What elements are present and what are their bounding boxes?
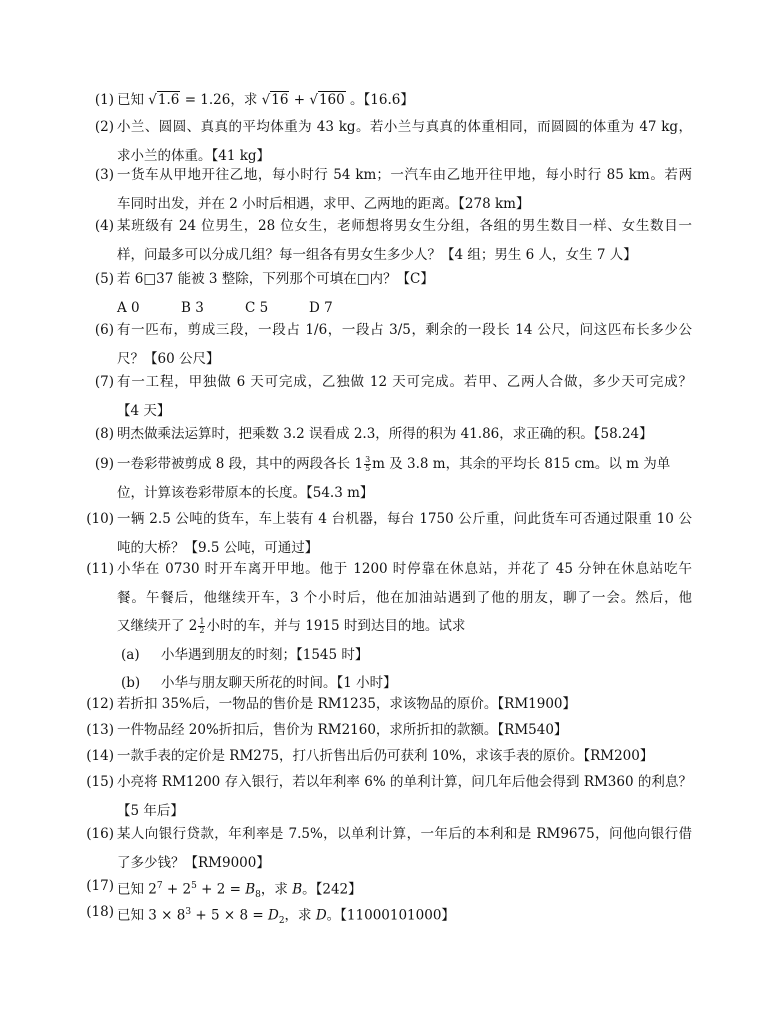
plus-sign: + [293,92,306,108]
answer: 。【16.6】 [350,92,414,108]
question-text: = 1.26，求 [184,92,258,108]
question-line: 已知 $2^7 + 2^5 + 2 = B_8$，求 B。【242】 [117,881,362,901]
question-number: (17) [86,878,114,894]
question-line: 【5 年后】 [117,802,184,819]
radicand: 160 [318,92,345,108]
question-line: 求小兰的体重。【41 kg】 [117,147,271,164]
question-line: 【4 天】 [117,402,171,419]
question-line: 一卷彩带被剪成 8 段，其中的两段各长 1 $\frac{3}{5}$ m 及 3.8 m，其余的平均长 815 cm。以 m 为单 [117,455,671,473]
question-line: 明杰做乘法运算时，把乘数 3.2 误看成 2.3，所得的积为 41.86，求正确的积。【58.24】 [117,426,653,442]
question-number: (16) [86,826,114,842]
fraction: $\frac{1}{2}$ [199,617,205,635]
question-line: 又继续开了 2 $\frac{1}{2}$ 小时的车，并与 1915 时到达目的地。试求 [117,617,466,635]
answer: 。【242】 [302,881,362,898]
question-number: (18) [86,904,114,920]
question-line: 有一匹布，剪成三段，一段占 1/6，一段占 3/5，剩余的一段长 14 公尺，问这匹布长多少公 [117,322,692,338]
question-line: 有一工程，甲独做 6 天可完成，乙独做 12 天可完成。若甲、乙两人合做，多少天可完成？ [117,374,692,390]
question-line: 一款手表的定价是 RM275，打八折售出后仍可获利 10%，求该手表的原价。【RM200】 [117,748,654,764]
option-d: D 7 [309,299,333,316]
question-line: 某班级有 24 位男生，28 位女生，老师想将男女生分组，各组的男生数目一样、女生数目一 [117,218,692,234]
question-line: 小兰、圆圆、真真的平均体重为 43 kg。若小兰与真真的体重相同，而圆圆的体重为 47 kg， [117,119,692,135]
question-number: (1) [94,92,114,108]
question-line: 吨的大桥？【9.5 公吨，可通过】 [117,539,319,556]
answer: 。【11000101000】 [326,907,455,924]
option-b: B 3 [181,299,204,316]
question-line: 车同时出发，并在 2 小时后相遇，求甲、乙两地的距离。【278 km】 [117,195,530,212]
question-text: 已知 [117,92,144,108]
question-number: (11) [86,561,114,577]
question-line: 一辆 2.5 公吨的货车，车上装有 4 台机器，每台 1750 公斤重，问此货车可否通过限重 10 公 [117,511,692,527]
sub-question-b: (b) 小华与朋友聊天所花的时间。【1 小时】 [121,675,397,691]
question-line: 了多少钱？【RM9000】 [117,854,270,871]
question-line: 若折扣 35%后，一物品的售价是 RM1235，求该物品的原价。【RM1900】 [117,696,577,712]
question-number: (14) [86,748,114,764]
question-line: 位，计算该卷彩带原本的长度。【54.3 m】 [117,484,374,501]
question-number: (3) [94,167,114,183]
radicand: 16 [271,92,289,108]
question-number: (8) [94,426,114,442]
option-c: C 5 [245,299,269,316]
question-number: (15) [86,774,114,790]
option-a: A 0 [117,299,140,316]
question-number: (9) [94,456,114,472]
question-number: (6) [94,322,114,338]
question-number: (12) [86,696,114,712]
question-line: 若 6□37 能被 3 整除，下列那个可填在□内？【C】 [117,271,434,287]
question-line: 样，问最多可以分成几组？每一组各有男女生多少人？【4 组；男生 6 人，女生 7 人】 [117,246,637,263]
question-number: (13) [86,722,114,738]
question-line: 一件物品经 20%折扣后，售价为 RM2160，求所折扣的款额。【RM540】 [117,722,568,738]
radicand: 1.6 [157,92,180,108]
question-line: 小华在 0730 时开车离开甲地。他于 1200 时停靠在休息站，并花了 45 分钟在休息站吃午 [117,561,692,577]
fraction: $\frac{3}{5}$ [365,455,371,473]
sub-question-a: (a) 小华遇到朋友的时刻；【1545 时】 [121,646,369,663]
question-line: 某人向银行贷款，年利率是 7.5%，以单利计算，一年后的本利和是 RM9675，问他向银行借 [117,826,692,842]
question-line: 小亮将 RM1200 存入银行，若以年利率 6% 的单利计算，问几年后他会得到 RM360 的利息？ [117,774,692,790]
question-number: (5) [94,271,114,287]
question-line: 已知 $3 \times 8^3 + 5 \times 8 = D_2$，求 D。【11000101000】 [117,907,455,927]
worksheet-page: (1) 已知 √1.6 = 1.26，求 √16 + √160 。【16.6】 (2) 小兰、圆圆、真真的平均体重为 43 kg。若小兰与真真的体重相同，而圆圆的体重为 47 kg， 求小兰的体重。【41 kg】 (3) 一货车从甲地开往乙地，每小时行 54 km；一汽车由乙地开往甲地，每小时行 85 km。若两 车同时出发，并在 2 小时后相遇，求甲、乙两地的距离。【278 km】 (4) 某班级有 24 位男生，28 位女生，老师想将男女生分组，各组的男生数目一样、女生数目一 样，问最多可以分成几组？每一组各有男女生多少人？【4 组；男生 6 人，女生 7 人】 (5) 若 6□37 能被 3 整除，下列那个可填在□内？【C】 A 0 B 3 C 5 D 7 (6) 有一匹布，剪成三段，一段占 1/6，一段占 3/5，剩余的一段长 14 公尺，问这匹布长多少公 尺？【60 公尺】 (7) 有一工程，甲独做 6 天可完成，乙独做 12 天可完成。若甲、乙两人合做，多少天可完成？ 【4 天】 (8) 明杰做乘法运算时，把乘数 3.2 误看成 2.3，所得的积为 41.86，求正确的积。【58.24】 (9) 一卷彩带被剪成 8 段，其中的两段各长 1 $\frac{3}{5}$ m 及 3.8 m，其余的平均长 815 cm。以 m 为单 位，计算该卷彩带原本的长度。【54.3 m】 (10) 一辆 2.5 公吨的货车，车上装有 4 台机器，每台 1750 公斤重，问此货车可否通过限重 10 公 吨的大桥？【9.5 公吨，可通过】 (11) 小华在 0730 时开车离开甲地。他于 1200 时停靠在休息站，并花了 45 分钟在休息站吃午 餐。午餐后，他继续开车，3 个小时后，他在加油站遇到了他的朋友，聊了一会。然后，他 又继续开了 2 $\frac{1}{2}$ 小时的车，并与 1915 时到达目的地。试求 (a) 小华遇到朋友的时刻；【1545 时】 (b) 小华与朋友聊天所花的时间。【1 小时】 (12) 若折扣 35%后，一物品的售价是 RM1235，求该物品的原价。【RM1900】 (13) 一件物品经 20%折扣后，售价为 RM2160，求所折扣的款额。【RM540】 (14) 一款手表的定价是 RM275，打八折售出后仍可获利 10%，求该手表的原价。【RM200】 (15) 小亮将 RM1200 存入银行，若以年利率 6% 的单利计算，问几年后他会得到 RM360 的利息？ 【5 年后】 (16) 某人向银行贷款，年利率是 7.5%，以单利计算，一年后的本利和是 RM9675，问他向银行借 了多少钱？【RM9000】 (17) 已知 $2^7 + 2^5 + 2 = B_8$，求 B。【242】 (18) 已知 $3 \times 8^3 + 5 \times 8 = D_2$，求 D。【11000101000】 [0,0,768,1024]
question-line: 餐。午餐后，他继续开车，3 个小时后，他在加油站遇到了他的朋友，聊了一会。然后，他 [117,589,692,606]
question-number: (2) [94,119,114,135]
question-number: (4) [94,218,114,234]
question-line: 尺？【60 公尺】 [117,350,220,367]
question-number: (10) [86,511,114,527]
question-number: (7) [94,374,114,390]
question-line: 一货车从甲地开往乙地，每小时行 54 km；一汽车由乙地开往甲地，每小时行 85 km。若两 [117,167,692,183]
